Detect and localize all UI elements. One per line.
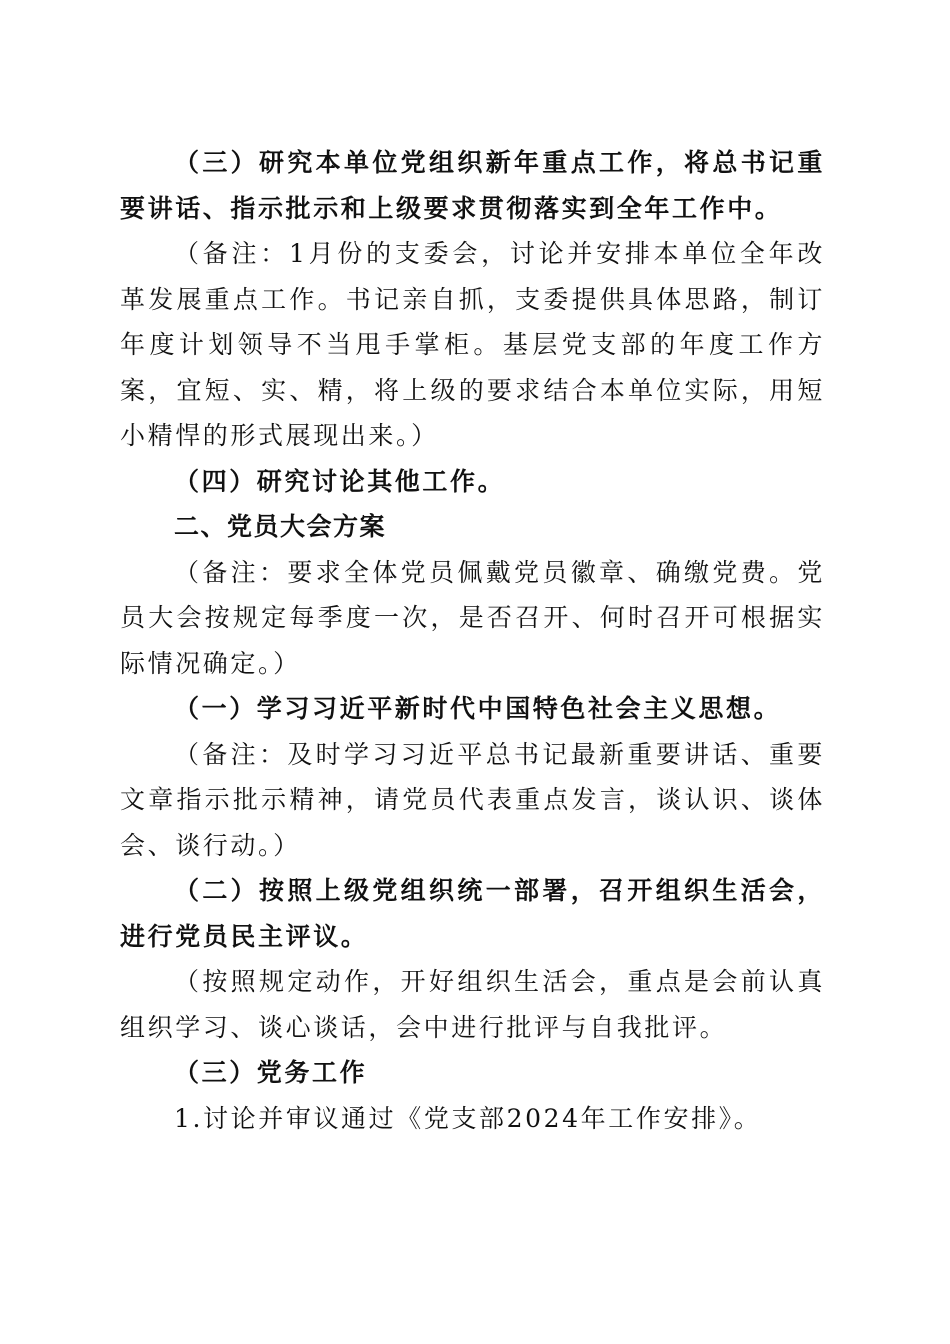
note-organization-life-meeting: （按照规定动作，开好组织生活会，重点是会前认真组织学习、谈心谈话，会中进行批评与自我批评。 xyxy=(120,967,825,1042)
section-three-research-work: （三）研究本单位党组织新年重点工作，将总书记重要讲话、指示批示和上级要求贯彻落实到全年工作中。 xyxy=(120,148,825,223)
section-three-party-affairs: （三）党务工作 xyxy=(174,1058,368,1087)
section-one-study-thought: （一）学习习近平新时代中国特色社会主义思想。 xyxy=(174,694,782,723)
document-body xyxy=(120,140,825,1141)
note-party-member-meeting: （备注：要求全体党员佩戴党员徽章、确缴党费。党员大会按规定每季度一次，是否召开、何时召开可根据实际情况确定。） xyxy=(120,557,825,678)
note-january-committee: （备注：1月份的支委会，讨论并安排本单位全年改革发展重点工作。书记亲自抓，支委提供具体思路，制订年度计划领导不当甩手掌柜。基层党支部的年度工作方案，宜短、实、精，将上级的要求结合本单位实际，用短小精悍的形式展现出来。） xyxy=(120,239,825,450)
note-study-speeches: （备注：及时学习习近平总书记最新重要讲话、重要文章指示批示精神，请党员代表重点发言，谈认识、谈体会、谈行动。） xyxy=(120,739,825,860)
heading-party-member-meeting: 二、党员大会方案 xyxy=(174,512,387,541)
section-two-organization-life-meeting: （二）按照上级党组织统一部署，召开组织生活会，进行党员民主评议。 xyxy=(120,876,825,951)
item-one-work-arrangement: 1.讨论并审议通过《党支部2024年工作安排》。 xyxy=(174,1103,762,1133)
section-four-other-work: （四）研究讨论其他工作。 xyxy=(174,466,506,496)
